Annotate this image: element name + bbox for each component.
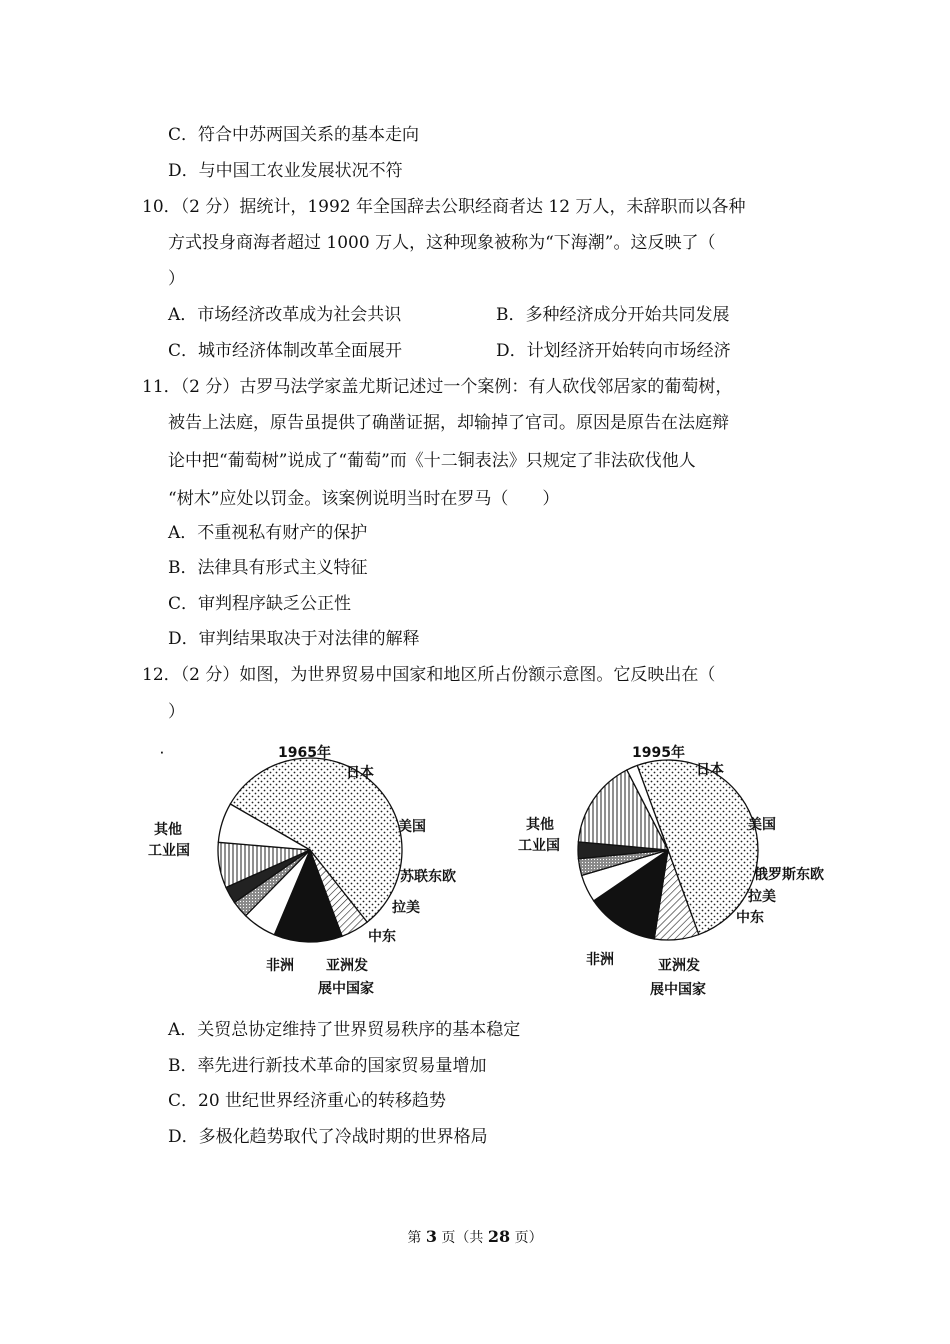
q10-stem-line2: 方式投身商海者超过 1000 万人，这种现象被称为“下海潮”。这反映了（ <box>168 233 716 253</box>
pie1-label-mideast: 中东 <box>368 929 396 945</box>
q11-option-c: C．审判程序缺乏公正性 <box>168 594 352 614</box>
pie1-label-asia-2: 展中国家 <box>318 981 374 997</box>
q12-option-c: C．20 世纪世界经济重心的转移趋势 <box>168 1091 447 1111</box>
figure-corner-dot: · <box>160 748 164 759</box>
pie2-label-other-1: 其他 <box>526 817 554 833</box>
footer-suffix: 页） <box>510 1230 543 1246</box>
footer-prefix: 第 <box>407 1230 426 1246</box>
q10-option-a: A．市场经济改革成为社会共识 <box>168 305 402 325</box>
q9-option-d: D．与中国工农业发展状况不符 <box>168 161 403 181</box>
pie2-label-africa: 非洲 <box>586 952 614 968</box>
pie1-label-asia-1: 亚洲发 <box>326 958 368 974</box>
q12-option-b: B．率先进行新技术革命的国家贸易量增加 <box>168 1056 487 1076</box>
pie2-label-russia: 俄罗斯东欧 <box>754 867 824 883</box>
pie2-label-japan: 日本 <box>696 762 724 778</box>
q10-option-c: C．城市经济体制改革全面展开 <box>168 341 403 361</box>
pie2-label-usa: 美国 <box>748 817 776 833</box>
page-footer <box>0 1227 950 1247</box>
q10-option-b: B．多种经济成分开始共同发展 <box>496 305 730 325</box>
pie2-label-mideast: 中东 <box>736 910 764 926</box>
q11-option-a: A．不重视私有财产的保护 <box>168 523 368 543</box>
q12-stem-line1: 12．（2 分）如图，为世界贸易中国家和地区所占份额示意图。它反映出在（ <box>142 665 716 685</box>
q11-stem-line1: 11．（2 分）古罗马法学家盖尤斯记述过一个案例：有人砍伐邻居家的葡萄树， <box>142 377 733 397</box>
pie-1965 <box>218 758 402 942</box>
pie-1995 <box>578 760 758 940</box>
footer-total-pages: 28 <box>487 1227 511 1246</box>
trade-share-figure <box>140 738 860 1003</box>
q11-stem-line2: 被告上法庭，原告虽提供了确凿证据，却输掉了官司。原因是原告在法庭辩 <box>168 413 729 433</box>
pie2-label-asia-1: 亚洲发 <box>658 958 700 974</box>
pie1-label-japan: 日本 <box>346 765 374 781</box>
pie2-title: 1995年 <box>632 745 685 761</box>
pie1-label-latam: 拉美 <box>392 900 420 916</box>
pie1-label-other-2: 工业国 <box>148 843 190 859</box>
q10-option-d: D．计划经济开始转向市场经济 <box>496 341 731 361</box>
q9-option-c: C．符合中苏两国关系的基本走向 <box>168 125 420 145</box>
pie1-title: 1965年 <box>278 745 331 761</box>
pie1-label-other-1: 其他 <box>154 822 182 838</box>
q11-option-b: B．法律具有形式主义特征 <box>168 558 368 578</box>
pie1-label-usa: 美国 <box>398 819 426 835</box>
q10-stem-line1: 10．（2 分）据统计，1992 年全国辞去公职经商者达 12 万人，未辞职而以各种 <box>142 197 746 217</box>
q11-stem-line4: “树木”应处以罚金。该案例说明当时在罗马（ ） <box>168 489 560 509</box>
pie1-label-africa: 非洲 <box>266 958 294 974</box>
pie2-label-asia-2: 展中国家 <box>650 982 706 998</box>
q10-stem-line3: ） <box>168 269 185 289</box>
footer-page-number: 3 <box>425 1227 437 1246</box>
q12-option-d: D．多极化趋势取代了冷战时期的世界格局 <box>168 1127 488 1147</box>
pie2-label-latam: 拉美 <box>748 889 776 905</box>
q12-option-a: A．关贸总协定维持了世界贸易秩序的基本稳定 <box>168 1020 521 1040</box>
q11-stem-line3: 论中把“葡萄树”说成了“葡萄”而《十二铜表法》只规定了非法砍伐他人 <box>168 451 696 471</box>
pie2-label-other-2: 工业国 <box>518 838 560 854</box>
q12-stem-line2: ） <box>168 702 185 722</box>
q11-option-d: D．审判结果取决于对法律的解释 <box>168 629 420 649</box>
pie1-label-ussr: 苏联东欧 <box>400 869 456 885</box>
footer-middle: 页（共 <box>436 1230 488 1246</box>
